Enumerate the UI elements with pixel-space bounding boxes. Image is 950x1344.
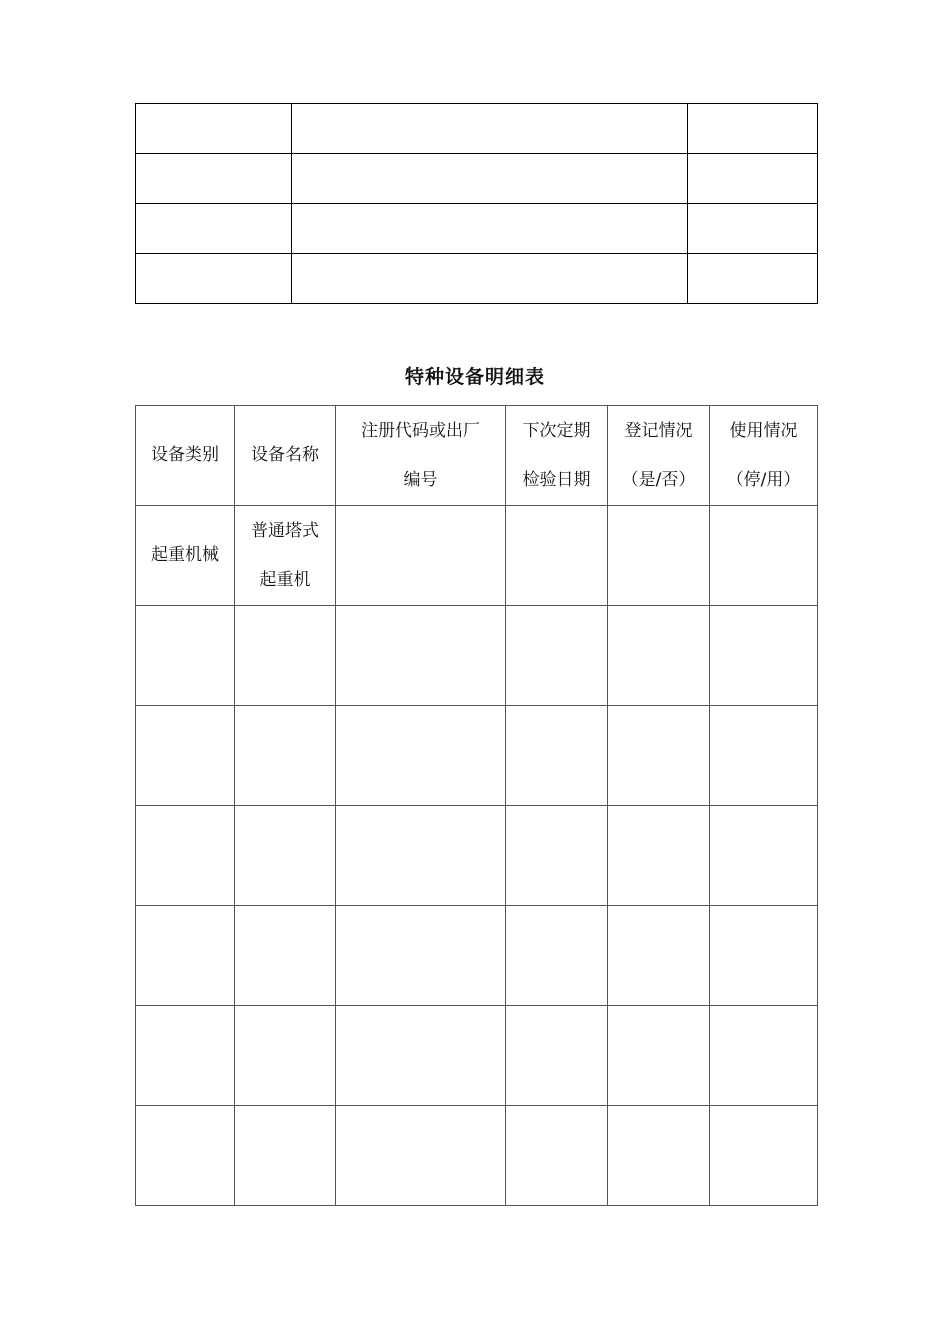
table-cell [136, 1106, 235, 1206]
table-cell [608, 706, 710, 806]
table-cell [136, 104, 292, 154]
table-cell [336, 1106, 506, 1206]
table-row [136, 154, 818, 204]
table-cell [136, 606, 235, 706]
table-cell [608, 1106, 710, 1206]
table-row [136, 104, 818, 154]
table-cell [688, 104, 818, 154]
cell-name: 普通塔式 起重机 [235, 506, 336, 606]
table-cell [336, 1006, 506, 1106]
cell-next-inspection [506, 506, 608, 606]
table-cell [608, 906, 710, 1006]
table-row [136, 1106, 818, 1206]
table-cell [608, 606, 710, 706]
table-cell [506, 706, 608, 806]
table-cell [608, 1006, 710, 1106]
cell-registered [608, 506, 710, 606]
special-equipment-table [135, 405, 818, 1206]
table-cell [136, 204, 292, 254]
cell-code [336, 506, 506, 606]
table-cell [710, 1106, 818, 1206]
table-row [136, 506, 818, 606]
column-header-next-inspection: 下次定期 检验日期 [506, 406, 608, 506]
section-title: 特种设备明细表 [404, 366, 545, 388]
table-row [136, 906, 818, 1006]
table-cell [235, 1006, 336, 1106]
table-cell [136, 154, 292, 204]
table-cell [136, 1006, 235, 1106]
cell-status [710, 506, 818, 606]
table-cell [292, 254, 688, 304]
column-header-name: 设备名称 [235, 406, 336, 506]
table-cell [292, 204, 688, 254]
table-cell [235, 1106, 336, 1206]
table-cell [292, 154, 688, 204]
table-cell [710, 806, 818, 906]
table-cell [235, 806, 336, 906]
table-cell [710, 606, 818, 706]
table-cell [506, 906, 608, 1006]
table-cell [235, 906, 336, 1006]
table-cell [688, 154, 818, 204]
top-empty-table [135, 103, 818, 304]
table-cell [292, 104, 688, 154]
table-cell [136, 706, 235, 806]
table-row [136, 806, 818, 906]
table-cell [506, 606, 608, 706]
table-cell [688, 204, 818, 254]
table-cell [506, 1106, 608, 1206]
table-row [136, 706, 818, 806]
table-cell [235, 706, 336, 806]
column-header-status: 使用情况 （停/用） [710, 406, 818, 506]
table-cell [608, 806, 710, 906]
table-row [136, 254, 818, 304]
table-cell [136, 806, 235, 906]
table-cell [710, 1006, 818, 1106]
column-header-registered: 登记情况 （是/否） [608, 406, 710, 506]
table-cell [506, 1006, 608, 1106]
cell-category: 起重机械 [136, 506, 235, 606]
table-cell [710, 906, 818, 1006]
table-cell [235, 606, 336, 706]
table-row [136, 1006, 818, 1106]
table-row [136, 204, 818, 254]
table-cell [688, 254, 818, 304]
table-cell [336, 806, 506, 906]
table-cell [336, 906, 506, 1006]
table-cell [136, 906, 235, 1006]
table-cell [506, 806, 608, 906]
column-header-code: 注册代码或出厂 编号 [336, 406, 506, 506]
table-cell [710, 706, 818, 806]
column-header-category: 设备类别 [136, 406, 235, 506]
table-row [136, 606, 818, 706]
table-header-row [136, 406, 818, 506]
table-cell [336, 606, 506, 706]
table-cell [136, 254, 292, 304]
table-cell [336, 706, 506, 806]
